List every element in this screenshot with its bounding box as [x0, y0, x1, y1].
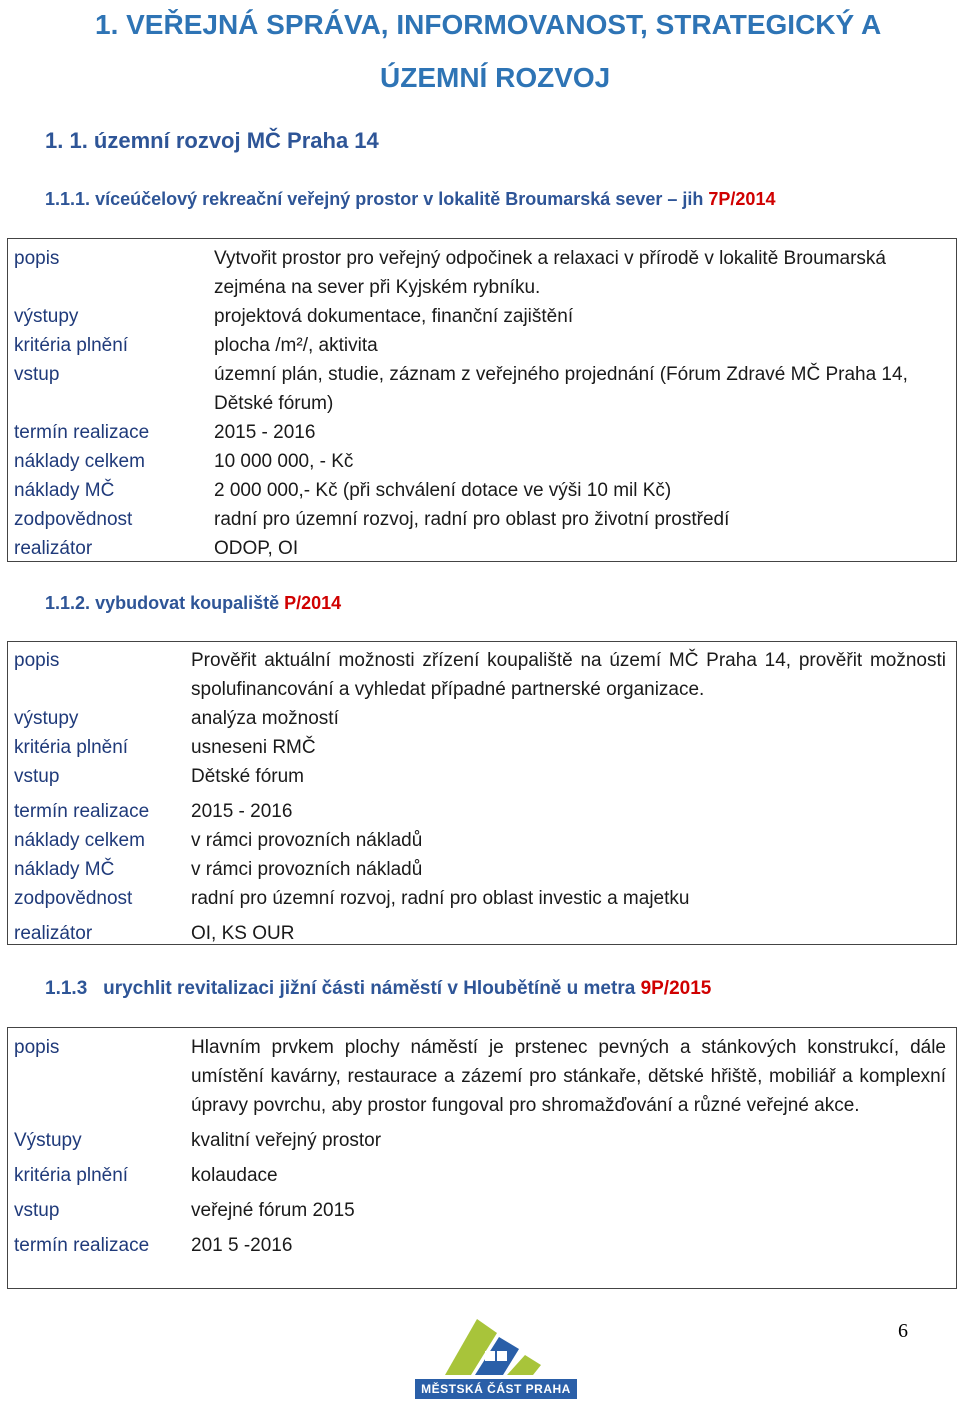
row-label: popis: [14, 650, 60, 671]
table-row: [8, 826, 956, 855]
chapter-heading-line1: 1. VEŘEJNÁ SPRÁVA, INFORMOVANOST, STRATEGICKÝ A: [95, 9, 882, 40]
table-row: [8, 1196, 956, 1225]
row-value: radní pro územní rozvoj, radní pro oblast investic a majetku: [191, 888, 690, 909]
table-row: [8, 919, 956, 948]
table-row: [8, 855, 956, 884]
chapter-heading: [95, 0, 915, 103]
row-label: výstupy: [14, 708, 79, 729]
row-value: Vytvořit prostor pro veřejný odpočinek a relaxaci v přírodě v lokalitě Broumarská zejména na sever při Kyjském rybníku.: [214, 248, 886, 298]
row-label: vstup: [14, 766, 60, 787]
row-label: náklady MČ: [14, 480, 115, 501]
table-row: [8, 1161, 956, 1190]
subsection-heading-2: [45, 590, 341, 616]
row-value: 201 5 -2016: [191, 1235, 293, 1256]
table-row: [8, 476, 956, 505]
row-label: náklady celkem: [14, 451, 145, 472]
row-label: kritéria plnění: [14, 737, 129, 758]
row-value: v rámci provozních nákladů: [191, 830, 423, 851]
row-value: Hlavním prvkem plochy náměstí je prstenec pevných a stánkových konstrukcí, dále umístění kavárny, restaurace a zázemí pro stánkaře, dětské hřiště, mobiliář a komplexní úpravy povrchu, aby prostor fungoval pro shromažďování a různé veřejné akce.: [191, 1037, 946, 1116]
row-value: 2 000 000,- Kč (při schválení dotace ve výši 10 mil Kč): [214, 480, 672, 501]
row-value: usneseni RMČ: [191, 737, 316, 758]
row-label: kritéria plnění: [14, 335, 129, 356]
row-label: náklady celkem: [14, 830, 145, 851]
row-value: Dětské fórum: [191, 766, 304, 787]
subsection-title: urychlit revitalizaci jižní části náměstí v Hloubětíně u metra: [103, 978, 636, 999]
table-row: [8, 704, 956, 733]
chapter-heading-line2: ÚZEMNÍ ROZVOJ: [380, 62, 611, 93]
row-value: v rámci provozních nákladů: [191, 859, 423, 880]
table-row: [8, 534, 956, 563]
subsection-heading-1: [45, 186, 775, 212]
row-value: 2015 - 2016: [214, 422, 316, 443]
row-label: realizátor: [14, 923, 93, 944]
row-label: realizátor: [14, 538, 93, 559]
table-row: [8, 1126, 956, 1155]
row-label: popis: [14, 248, 60, 269]
section-heading: 1. 1. územní rozvoj MČ Praha 14: [45, 128, 379, 153]
row-label: kritéria plnění: [14, 1165, 129, 1186]
subsection-code: 9P/2015: [640, 978, 712, 999]
row-label: vstup: [14, 1200, 60, 1221]
table-row: [8, 505, 956, 534]
subsection-title: víceúčelový rekreační veřejný prostor v lokalitě Broumarská sever – jih: [95, 189, 704, 209]
page-number: 6: [898, 1320, 908, 1342]
subsection-number: 1.1.2.: [45, 593, 91, 613]
row-value: radní pro územní rozvoj, radní pro oblast pro životní prostředí: [214, 509, 730, 530]
table-row: [8, 797, 956, 826]
row-value: projektová dokumentace, finanční zajištění: [214, 306, 574, 327]
subsection-code: 7P/2014: [708, 189, 776, 209]
row-label: Výstupy: [14, 1130, 82, 1151]
row-value: kolaudace: [191, 1165, 278, 1186]
row-value: OI, KS OUR: [191, 923, 295, 944]
table-row: [8, 418, 956, 447]
row-label: zodpovědnost: [14, 509, 133, 530]
subsection-heading-3: [45, 976, 711, 1002]
table-row: [8, 733, 956, 762]
table-row: [8, 447, 956, 476]
row-label: termín realizace: [14, 801, 150, 822]
subsection-code: P/2014: [284, 593, 342, 613]
table-row: [8, 302, 956, 331]
table-row: [8, 360, 956, 418]
row-label: termín realizace: [14, 1235, 150, 1256]
table-row: [8, 1033, 956, 1120]
row-value: veřejné fórum 2015: [191, 1200, 355, 1221]
project-table-2: [7, 641, 957, 945]
table-row: [8, 331, 956, 360]
row-value: územní plán, studie, záznam z veřejného projednání (Fórum Zdravé MČ Praha 14, Dětské fórum): [214, 364, 908, 414]
logo-text: MĚSTSKÁ ČÁST PRAHA 14: [415, 1379, 577, 1399]
subsection-title: vybudovat koupaliště: [95, 593, 280, 613]
row-label: vstup: [14, 364, 60, 385]
project-table-1: [7, 238, 957, 562]
table-row: [8, 1231, 956, 1260]
row-value: Prověřit aktuální možnosti zřízení koupaliště na území MČ Praha 14, prověřit možnosti spolufinancování a vyhledat případné partnerské organizace.: [191, 650, 946, 700]
row-label: výstupy: [14, 306, 79, 327]
row-value: 2015 - 2016: [191, 801, 293, 822]
table-row: [8, 646, 956, 704]
row-label: zodpovědnost: [14, 888, 133, 909]
district-logo: [415, 1315, 577, 1416]
subsection-number: 1.1.1.: [45, 189, 91, 209]
row-label: termín realizace: [14, 422, 150, 443]
table-row: [8, 244, 956, 302]
project-table-3: [7, 1027, 957, 1289]
row-label: popis: [14, 1037, 60, 1058]
row-value: plocha /m²/, aktivita: [214, 335, 378, 356]
row-value: 10 000 000, - Kč: [214, 451, 354, 472]
row-value: ODOP, OI: [214, 538, 299, 559]
row-value: analýza možností: [191, 708, 339, 729]
row-label: náklady MČ: [14, 859, 115, 880]
table-row: [8, 884, 956, 913]
row-value: kvalitní veřejný prostor: [191, 1130, 382, 1151]
table-row: [8, 762, 956, 791]
district-logo-mark: [415, 1315, 577, 1381]
subsection-number: 1.1.3: [45, 978, 88, 999]
